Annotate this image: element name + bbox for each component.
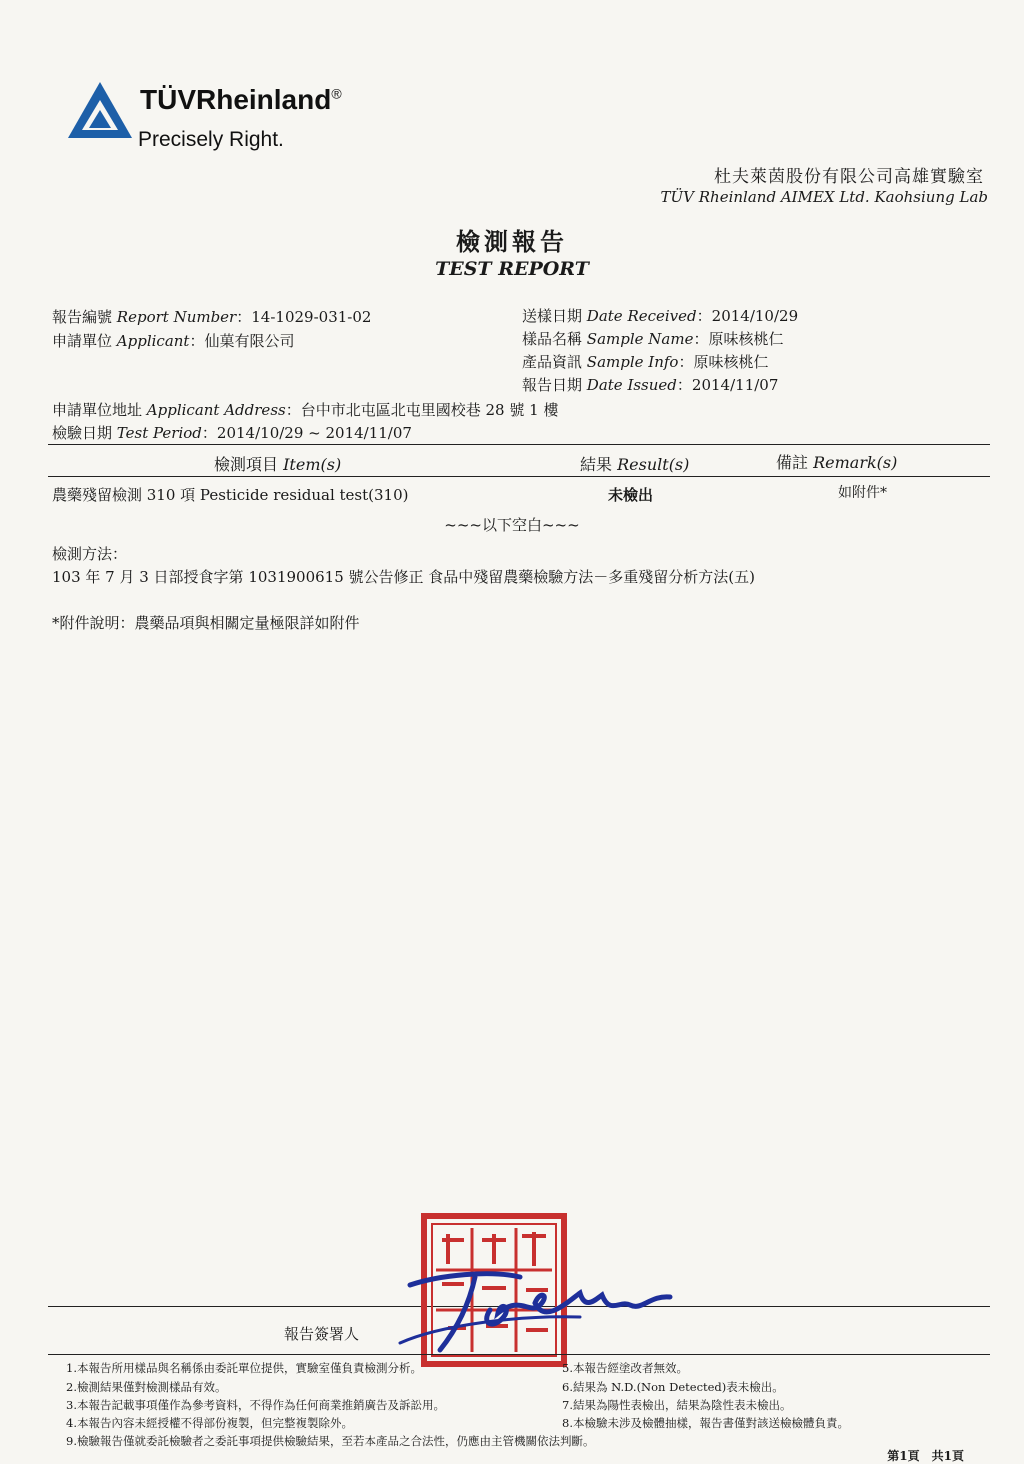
tuv-logo-triangle-icon [66, 80, 134, 140]
table-row-remark: 如附件* [838, 485, 887, 501]
method-text: 103 年 7 月 3 日部授食字第 1031900615 號公告修正 食品中殘留農藥檢驗方法－多重殘留分析方法(五) [52, 568, 756, 586]
report-title-cn: 檢測報告 [456, 227, 568, 256]
lab-name-en: TÜV Rheinland AIMEX Ltd. Kaohsiung Lab [660, 188, 988, 206]
attachment-note: *附件說明：農藥品項與相關定量極限詳如附件 [52, 614, 360, 632]
col-header-remark: 備註 Remark(s) [776, 453, 898, 472]
applicant-address: 申請單位地址 Applicant Address：台中市北屯區北屯里國校巷 28 號 1 樓 [52, 401, 559, 419]
footnote-5: 5.本報告經塗改者無效。 [562, 1361, 688, 1375]
footnote-7: 7.結果為陽性表檢出，結果為陰性表未檢出。 [562, 1398, 792, 1412]
footnote-8: 8.本檢驗未涉及檢體抽樣，報告書僅對該送檢檢體負責。 [562, 1416, 849, 1430]
table-top-rule [48, 444, 990, 445]
blank-below-marker: ~~~以下空白~~~ [444, 516, 580, 534]
table-row-result: 未檢出 [608, 486, 654, 504]
footnote-2: 2.檢測結果僅對檢測樣品有效。 [66, 1380, 227, 1394]
sample-name: 樣品名稱 Sample Name：原味核桃仁 [522, 330, 784, 348]
handwritten-signature [380, 1255, 680, 1365]
date-issued: 報告日期 Date Issued：2014/11/07 [522, 376, 779, 394]
footnote-6: 6.結果為 N.D.(Non Detected)表未檢出。 [562, 1380, 784, 1394]
table-header-rule [48, 476, 990, 477]
sample-info: 產品資訊 Sample Info：原味核桃仁 [522, 353, 769, 371]
footnote-9: 9.檢驗報告僅就委託檢驗者之委託事項提供檢驗結果，至若本產品之合法性，仍應由主管機關依法判斷。 [66, 1434, 595, 1448]
report-title-en: TEST REPORT [435, 258, 589, 280]
footnote-1: 1.本報告所用樣品與名稱係由委託單位提供，實驗室僅負責檢測分析。 [66, 1361, 422, 1375]
footnote-3: 3.本報告記載事項僅作為參考資料，不得作為任何商業推銷廣告及訴訟用。 [66, 1398, 445, 1412]
footnote-4: 4.本報告內容未經授權不得部份複製，但完整複製除外。 [66, 1416, 353, 1430]
test-period: 檢驗日期 Test Period：2014/10/29 ~ 2014/11/07 [52, 424, 412, 442]
report-number: 報告編號 Report Number：14-1029-031-02 [52, 308, 372, 326]
footnote-top-rule [48, 1354, 990, 1355]
col-header-result: 結果 Result(s) [580, 455, 690, 474]
signer-label: 報告簽署人 [284, 1325, 360, 1343]
applicant: 申請單位 Applicant：仙菓有限公司 [52, 332, 295, 350]
method-heading: 檢測方法： [52, 545, 128, 563]
date-received: 送樣日期 Date Received：2014/10/29 [522, 307, 799, 325]
brand-tagline: Precisely Right. [138, 128, 284, 151]
brand-name: TÜVRheinland® [140, 84, 342, 115]
lab-name-cn: 杜夫萊茵股份有限公司高雄實驗室 [714, 167, 984, 187]
table-row-item: 農藥殘留檢測 310 項 Pesticide residual test(310) [52, 486, 409, 504]
page-number: 第1頁 共1頁 [887, 1449, 964, 1463]
col-header-item: 檢測項目 Item(s) [214, 455, 342, 474]
